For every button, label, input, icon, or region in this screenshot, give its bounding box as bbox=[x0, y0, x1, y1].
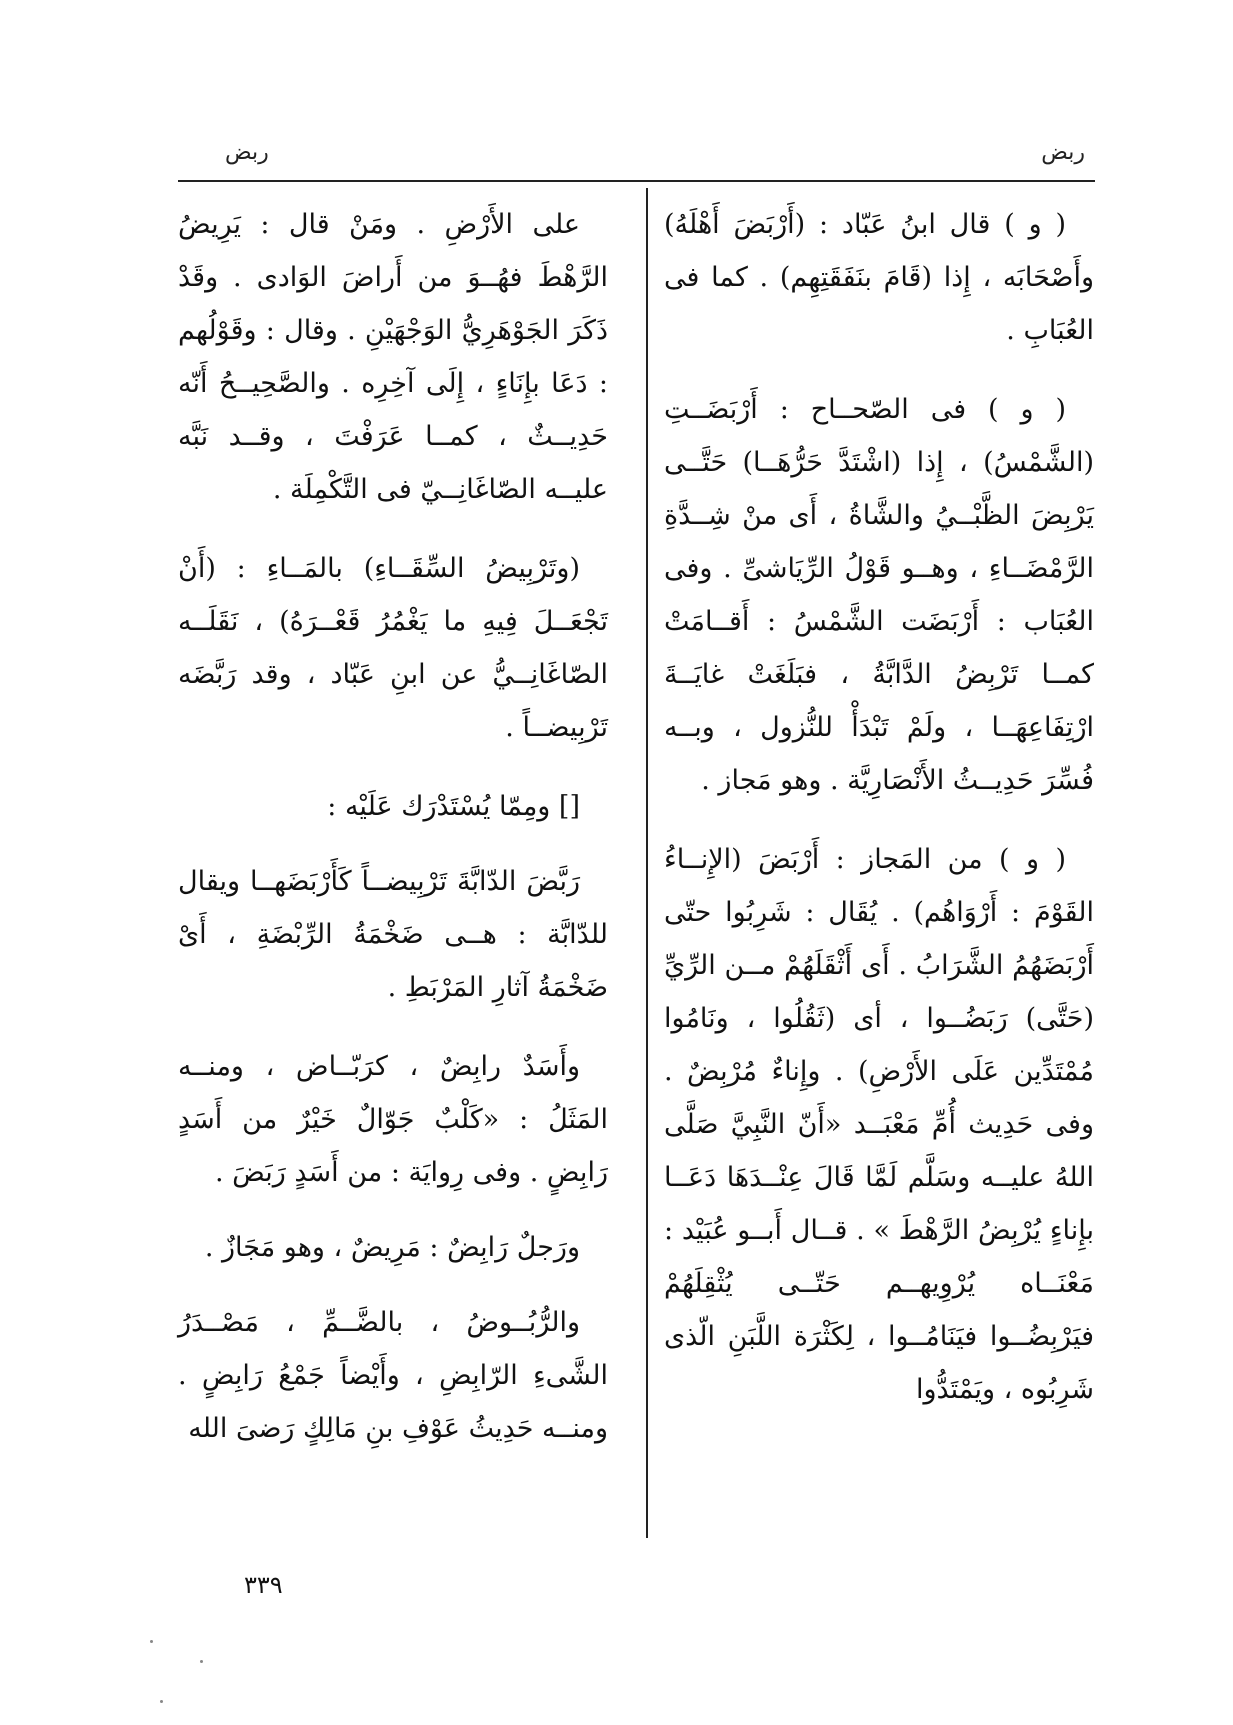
running-head-right: ربض bbox=[1041, 140, 1085, 165]
entry-paragraph: ( و ) قال ابنُ عَبّاد : (أَرْبَضَ أَهْلَهُ) وأَصْحَابَه ، إِذا (قَامَ بنَفَقَتِهِم) . كما فى العُبَابِ . bbox=[664, 209, 1094, 346]
entry-paragraph: على الأَرْضِ . ومَنْ قال : يَرِيضُ الرَّهْطَ فهُــوَ من أَراضَ الوَادى . وقَدْ ذَكَرَ الجَوْهَرِيُّ الوَجْهَيْنِ . وقال : وقَوْلُهم : دَعَا بإِنَاءٍ ، إِلَى آخِرِه . والصَّحِيــحُ أَنّه حَدِيــثٌ ، كمــا عَرَفْتَ ، وقــد نَبَّه عليــه الصّاغَانِــيّ فى التَّكْمِلَة . bbox=[178, 209, 608, 505]
section-heading: [] ومِمّا يُسْتَدْرَك عَلَيْه : bbox=[327, 791, 580, 822]
right-column bbox=[664, 198, 1094, 1416]
scan-speck bbox=[160, 1700, 163, 1703]
left-column bbox=[178, 198, 608, 1455]
entry-paragraph: ( و ) من المَجاز : أَرْبَضَ (الإِنــاءُ القَوْمَ : أَرْوَاهُم) . يُقَال : شَرِبُوا حتّى أَرْبَضَهُمُ الشَّرَابُ . أَى أَثْقَلَهُمْ مــن الرِّيِّ (حَتَّى) رَبَضُــوا ، أى (ثَقُلُوا ، ونَامُوا مُمْتَدِّين عَلَى الأَرْضِ) . وإِناءٌ مُرْبِضٌ . وفى حَدِيث أُمِّ مَعْبَــد «أَنّ النَّبِيَّ صَلَّى اللهُ عليــه وسَلَّم لَمَّا قَالَ عِنْــدَهَا دَعَــا بإِناءٍ يُرْبِضُ الرَّهْطَ » . قــال أَبــو عُبَيْد : مَعْنَــاه يُرْوِيهــم حَتّــى يُثْقِلَهُمْ فيَرْبِضُــوا فيَنَامُــوا ، لِكَثْرَة اللَّبَنِ الّذى شَرِبُوه ، ويَمْتَدُّوا bbox=[664, 844, 1094, 1405]
running-head-left: ربض bbox=[225, 140, 269, 165]
entry-paragraph: ( و ) فى الصّحــاح : أَرْبَضَــتِ (الشَّمْسُ) ، إِذا (اشْتَدَّ حَرُّهَــا) حَتَّــى يَرْبِضَ الظَّبْــيُ والشَّاةُ ، أَى منْ شِــدَّةِ الرَّمْضَــاءِ ، وهــو قَوْلُ الرِّيَاشىِّ . وفى العُبَاب : أَرْبَضَت الشَّمْسُ : أَقــامَتْ كمــا تَرْبِضُ الدَّابَّةُ ، فبَلَغَتْ غايَــةَ ارْتِفَاعِهَــا ، ولَمْ تَبْدَأْ للنُّزول ، وبــه فُسِّرَ حَدِيــثُ الأَنْصَارِيَّة . وهو مَجاز . bbox=[664, 394, 1094, 796]
entry-paragraph: والرُّبُــوضُ ، بالضَّــمِّ ، مَصْــدَرُ الشَّىءِ الرّابِضِ ، وأَيْضاً جَمْعُ رَابِضٍ . ومنــه حَدِيثُ عَوْفِ بنِ مَالِكٍ رَضىَ الله bbox=[178, 1307, 608, 1444]
entry-paragraph: رَبَّضَ الدّابَّةَ تَرْبِيضــاً كَأَرْبَضَهــا ويقال للدّابَّة : هــى ضَخْمَةُ الرِّبْضَةِ ، أَىْ ضَخْمَةُ آثارِ المَرْبَطِ . bbox=[178, 866, 608, 1003]
header-rule bbox=[178, 180, 1095, 182]
column-divider bbox=[646, 188, 648, 1538]
entry-paragraph: (وتَرْبِيضُ السِّقَــاءِ) بالمَــاءِ : (أَنْ تَجْعَــلَ فِيهِ ما يَغْمُرُ قَعْــرَهُ) ، نَقَلَــه الصّاغَانِــيُّ عن ابنِ عَبّاد ، وقد رَبَّضَه تَرْبِيضــاً . bbox=[178, 553, 608, 743]
scan-speck bbox=[200, 1660, 203, 1663]
entry-paragraph: ورَجلٌ رَابِضٌ : مَرِيضٌ ، وهو مَجَازٌ . bbox=[204, 1232, 580, 1263]
page-number: ٣٣٩ bbox=[244, 1571, 283, 1599]
scan-speck bbox=[150, 1640, 153, 1643]
entry-paragraph: وأَسَدٌ رابِضٌ ، كرَبّــاض ، ومنــه المَثَلُ : «كَلْبٌ جَوّالٌ خَيْرٌ من أَسَدٍ رَابِضٍ . وفى رِوايَة : من أَسَدٍ رَبَضَ . bbox=[178, 1051, 608, 1188]
